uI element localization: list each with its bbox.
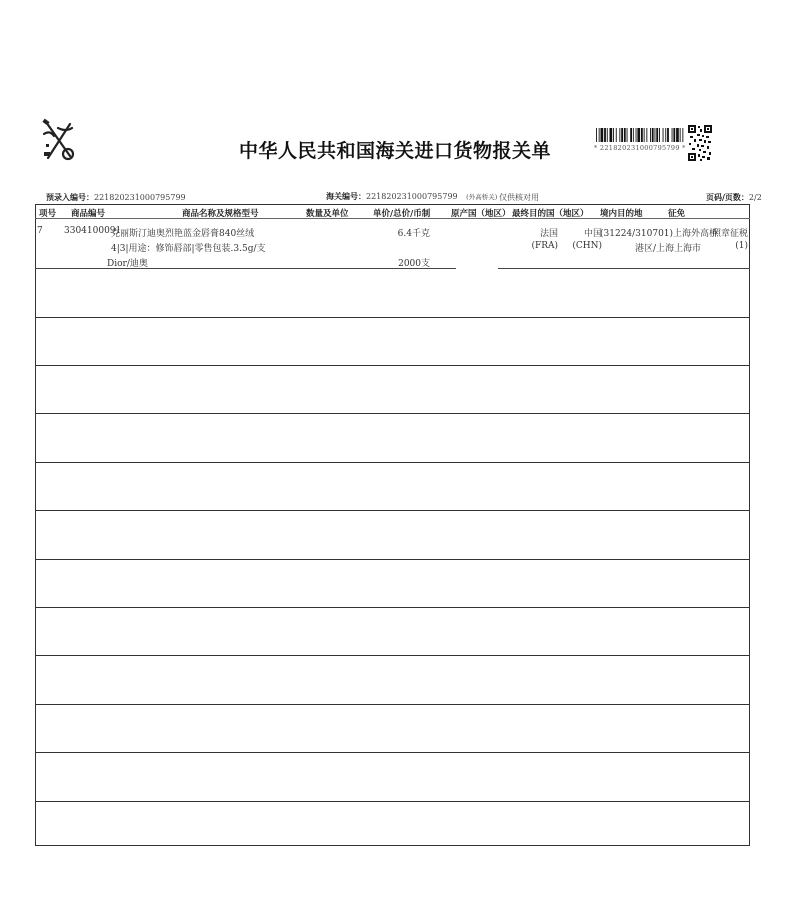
col-domestic-destination: 境内目的地: [600, 209, 643, 219]
col-goods-code: 商品编号: [71, 209, 106, 219]
col-price: 单价/总价/币制: [373, 209, 431, 219]
col-quantity: 数量及单位: [306, 209, 349, 219]
origin-country: 法国: [539, 229, 558, 239]
row-divider: [35, 752, 750, 753]
duty-mode: 照章征税: [711, 229, 748, 239]
col-origin: 原产国（地区）: [451, 209, 511, 219]
col-duty: 征免: [668, 209, 686, 219]
item-underline: [498, 268, 750, 269]
domestic-destination-line2: 港区/上海上海市: [634, 244, 701, 254]
col-goods-name: 商品名称及规格型号: [182, 209, 259, 219]
net-weight: 6.4千克: [397, 229, 430, 239]
pre-entry-number: [46, 192, 186, 203]
document-title: 中华人民共和国海关进口货物报关单: [238, 140, 551, 162]
pre-entry-label: 预录入编号：: [46, 192, 94, 202]
row-divider: [35, 413, 750, 414]
pre-entry-value: 221820231000795799: [94, 193, 186, 202]
row-divider: [35, 559, 750, 560]
col-destination: 最终目的国（地区）: [512, 209, 589, 219]
origin-code: (FRA): [531, 241, 558, 251]
col-item-no: 项号: [39, 209, 57, 219]
customs-office: (外高桥关): [466, 193, 498, 201]
row-divider: [35, 317, 750, 318]
goods-table: [35, 204, 750, 846]
domestic-destination-line1: (31224/310701)上海外高桥: [600, 229, 719, 239]
row-divider: [35, 801, 750, 802]
row-divider: [35, 655, 750, 656]
goods-name-line1: 克丽斯汀迪奥烈艳蓝金唇膏840丝绒: [111, 229, 255, 239]
customs-value: 221820231000795799: [366, 192, 458, 201]
destination-country: 中国: [583, 229, 602, 239]
row-divider: [35, 462, 750, 463]
verify-note: 仅供核对用: [499, 193, 539, 202]
barcode-icon: [596, 128, 684, 142]
item-no: 7: [37, 226, 43, 236]
goods-code: 3304100091: [64, 226, 122, 236]
destination-code: (CHN): [572, 241, 602, 251]
page-indicator: [706, 192, 762, 203]
duty-code: (1): [735, 241, 748, 251]
barcode-text: * 221820231000795799 *: [594, 144, 686, 152]
row-divider: [35, 365, 750, 366]
row-divider: [35, 510, 750, 511]
row-divider: [35, 704, 750, 705]
goods-name-line3: Dior/迪奥: [107, 259, 148, 269]
customs-number: [326, 191, 497, 202]
qr-code-icon: [688, 125, 712, 161]
row-divider: [35, 607, 750, 608]
page-value: 2/2: [748, 193, 762, 202]
customs-label: 海关编号：: [326, 191, 366, 201]
quantity-value: 2000支: [398, 259, 430, 269]
page-label: 页码/页数：: [706, 192, 749, 202]
goods-name-line2: 4|3|用途：修饰唇部|零售包装.3.5g/支: [111, 244, 266, 254]
